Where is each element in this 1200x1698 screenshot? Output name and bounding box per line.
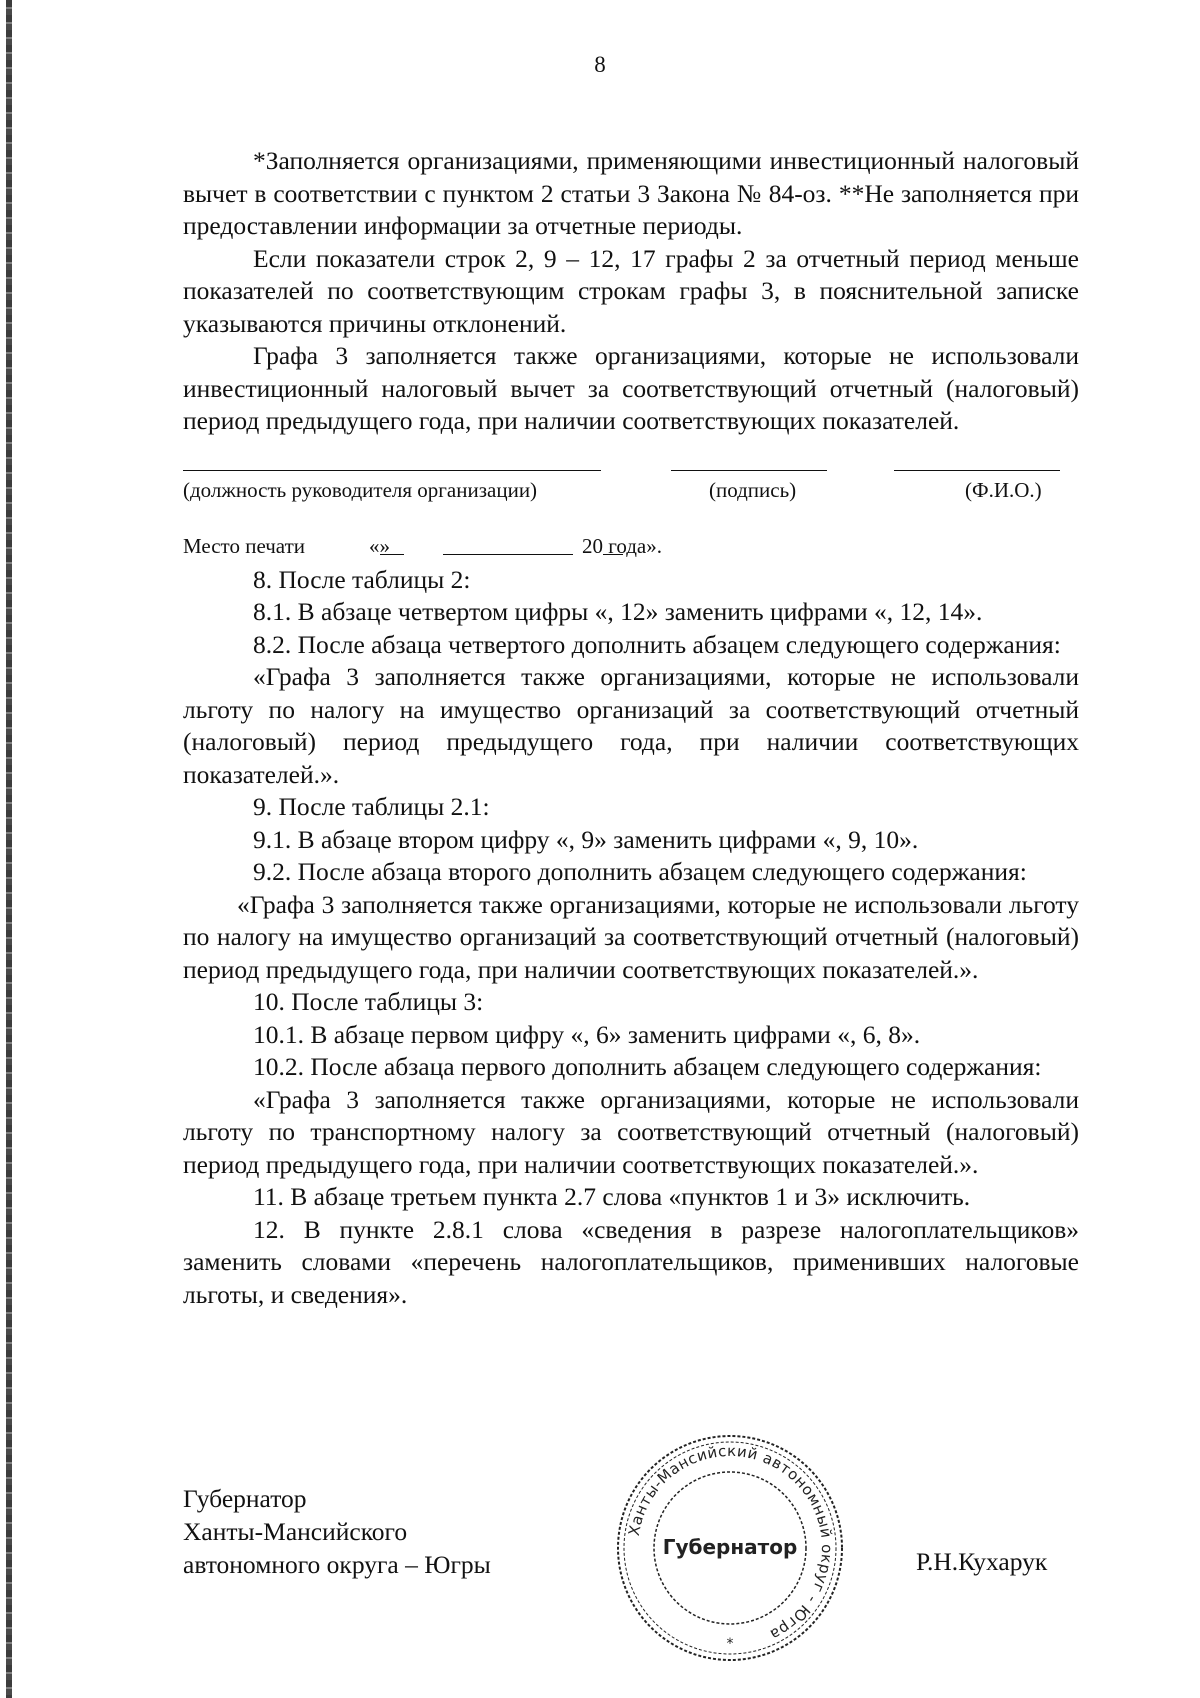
- governor-line-1: Губернатор: [183, 1484, 307, 1513]
- item-11: 11. В абзаце третьем пункта 2.7 слова «пунктов 1 и 3» исключить.: [253, 1182, 971, 1211]
- item-10-2-quote: «Графа 3 заполняется также организациями, которые не использовали льготу по транспортному налогу за соответствующий отчетный (налоговый) период предыдущего года, при наличии соответствующих показателей.».: [183, 1084, 1079, 1179]
- item-12: 12. В пункте 2.8.1 слова «сведения в разрезе налогоплательщиков» заменить словами «перечень налогоплательщиков, применивших налоговые льготы, и сведения».: [183, 1214, 1079, 1309]
- scan-edge: [6, 0, 12, 1698]
- item-10: 10. После таблицы 3:: [253, 987, 484, 1016]
- item-8-2-quote: «Графа 3 заполняется также организациями, которые не использовали льготу по налогу на имущество организаций за соответствующий отчетный (налоговый) период предыдущего года, при наличии соответствующих показателей.».: [183, 662, 1079, 789]
- seal-star-icon: *: [726, 1636, 734, 1652]
- stamp-row: [183, 532, 1079, 564]
- month-blank: [443, 532, 573, 555]
- governor-line-3: автономного округа – Югры: [183, 1550, 491, 1579]
- item-10-2: 10.2. После абзаца первого дополнить абзацем следующего содержания:: [253, 1052, 1042, 1081]
- fio-line: [894, 470, 1060, 471]
- day-blank: [380, 532, 404, 555]
- signature-label: (подпись): [709, 477, 797, 502]
- item-8-2: 8.2. После абзаца четвертого дополнить абзацем следующего содержания:: [253, 629, 1061, 659]
- page-number: 8: [594, 52, 606, 77]
- governor-line-2: Ханты-Мансийского: [183, 1517, 408, 1546]
- column3-paragraph: Графа 3 заполняется также организациями, которые не использовали инвестиционный налоговый вычет за соответствующий отчетный (налоговый) период предыдущего года, при наличии соответствующих показателей.: [183, 341, 1079, 435]
- footnote-paragraph: *Заполняется организациями, применяющими инвестиционный налоговый вычет в соответствии с пунктом 2 статьи 3 Закона № 84-оз. **Не заполняется при предоставлении информации за отчетные периоды.: [183, 146, 1079, 240]
- position-line: [183, 470, 601, 471]
- item-8: 8. После таблицы 2:: [253, 564, 471, 594]
- stamp-label: Место печати: [183, 533, 306, 558]
- item-9-2: 9.2. После абзаца второго дополнить абзацем следующего содержания:: [253, 857, 1027, 886]
- item-9-2-quote: «Графа 3 заполняется также организациями, которые не использовали льготу по налогу на имущество организаций за соответствующий отчетный (налоговый) период предыдущего года, при наличии соответствующих показателей.».: [183, 889, 1079, 984]
- fio-label: (Ф.И.О.): [965, 477, 1042, 502]
- deviation-paragraph: Если показатели строк 2, 9 – 12, 17 графы 2 за отчетный период меньше показателей по соответствующим строкам графы 3, в пояснительной записке указываются причины отклонений.: [183, 243, 1079, 338]
- year-blank: [603, 532, 623, 555]
- seal-ring-text: Ханты-Мансийский автономный округ - Югра: [624, 1441, 837, 1645]
- official-seal: [612, 1430, 848, 1666]
- signature-labels: [183, 478, 1079, 518]
- date-quote-open: « »: [369, 532, 390, 560]
- item-8-1: 8.1. В абзаце четвертом цифры «, 12» заменить цифрами «, 12, 14».: [253, 597, 983, 626]
- item-9-1: 9.1. В абзаце втором цифру «, 9» заменить цифрами «, 9, 10».: [253, 824, 919, 854]
- position-label: (должность руководителя организации): [183, 477, 538, 502]
- governor-name: Р.Н.Кухарук: [916, 1547, 1048, 1576]
- signature-line: [671, 470, 827, 471]
- item-9: 9. После таблицы 2.1:: [253, 792, 490, 821]
- seal-center-text: Губернатор: [662, 1535, 798, 1559]
- item-10-1: 10.1. В абзаце первом цифру «, 6» заменить цифрами «, 6, 8».: [253, 1019, 921, 1049]
- document-body: [183, 145, 1079, 1311]
- year-wrap: 20 года».: [582, 533, 662, 558]
- governor-title: [183, 1482, 491, 1581]
